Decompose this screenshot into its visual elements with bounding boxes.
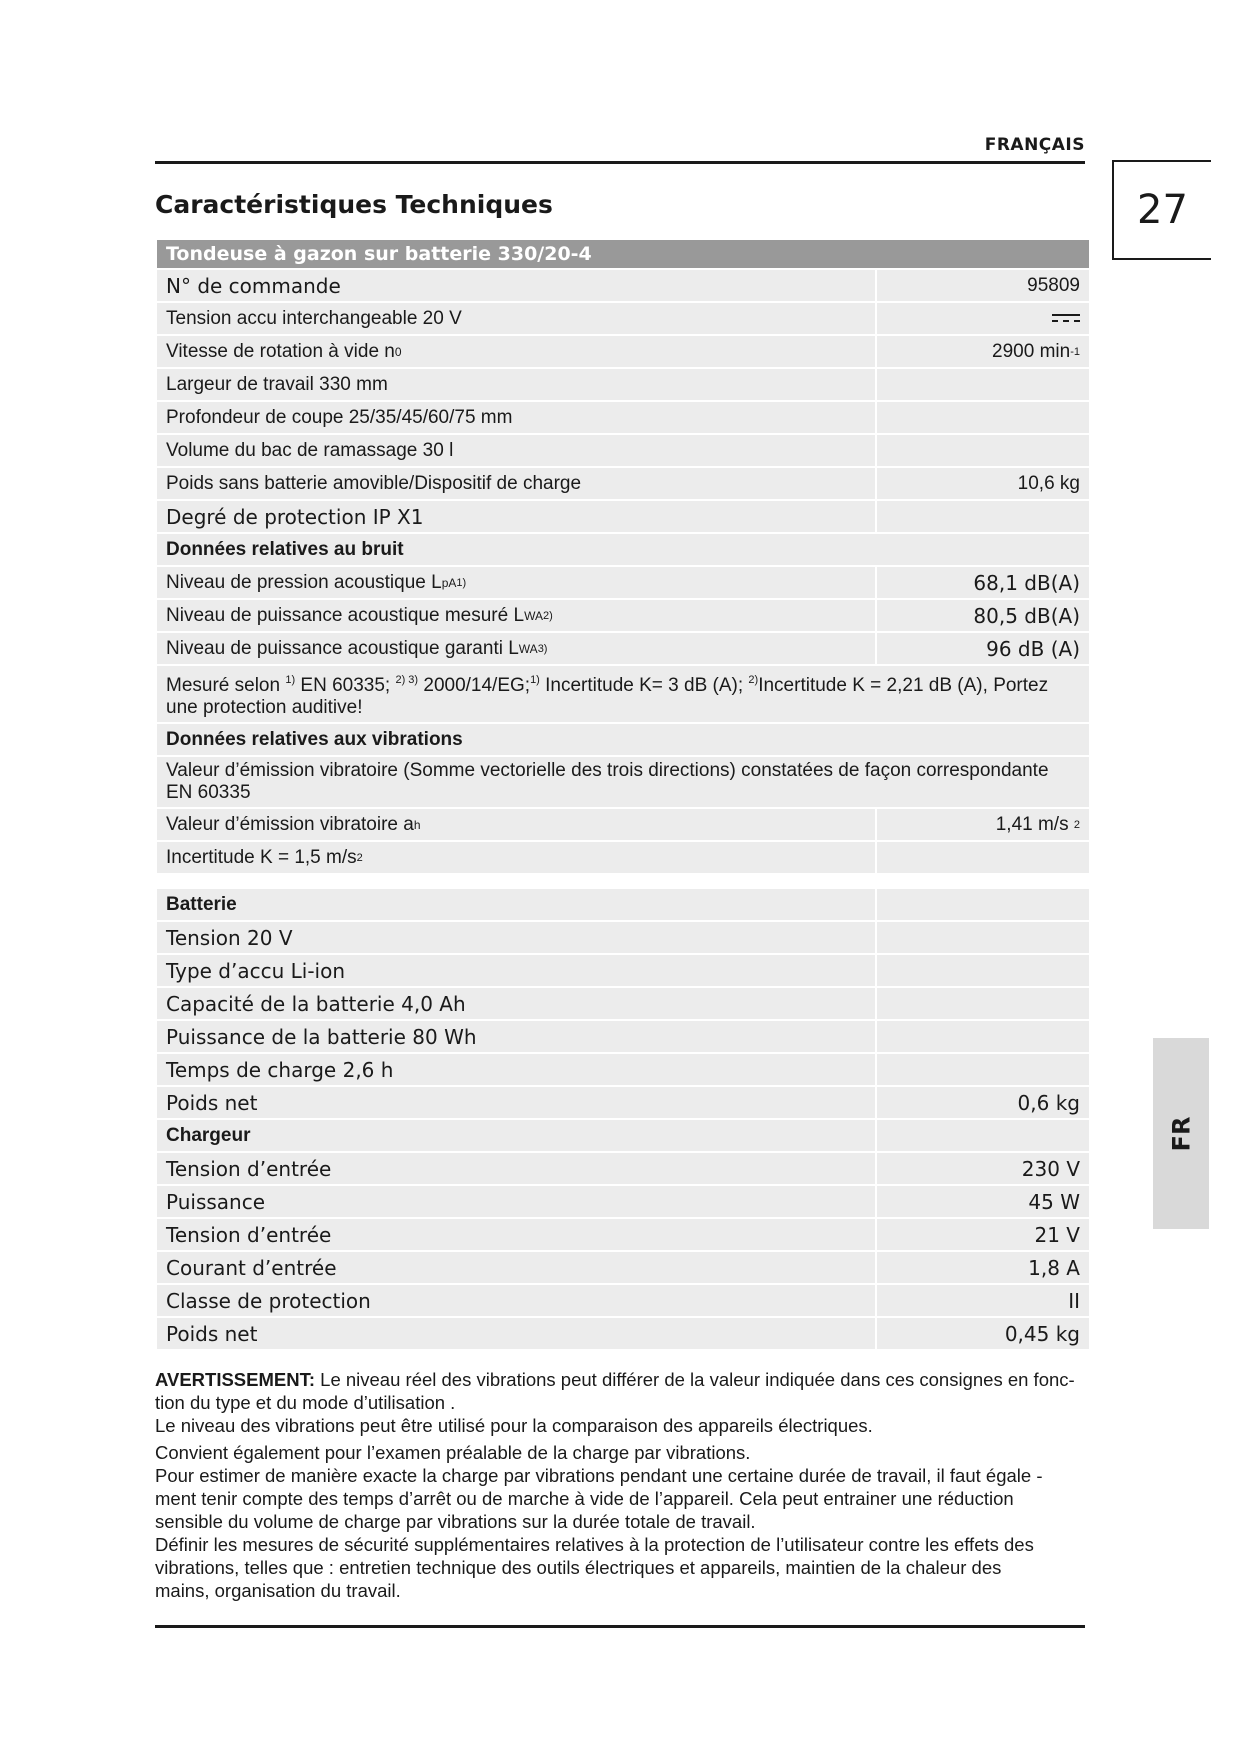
- protection-label: Degré de protection IP X1: [157, 501, 875, 532]
- charger-output-voltage-label: Tension d’entrée: [157, 1219, 875, 1250]
- note-sup: 2) 3): [395, 674, 419, 686]
- speed-label: Vitesse de rotation à vide n: [166, 340, 395, 362]
- table-row: [157, 402, 1089, 433]
- section-title: Caractéristiques Techniques: [155, 190, 553, 219]
- charger-power-label: Puissance: [157, 1186, 875, 1217]
- vibration-desc: Valeur d’émission vibratoire (Somme vectorielle des trois directions) constatées de façon correspondante EN 60335: [157, 757, 1089, 807]
- table-row: [157, 1186, 1089, 1217]
- warning-line: mains, organisation du travail.: [155, 1580, 401, 1601]
- speed-sup: -1: [1070, 345, 1080, 358]
- volume-label: Volume du bac de ramassage 30 l: [157, 435, 875, 466]
- table-row: [157, 922, 1089, 953]
- warning-line: tion du type et du mode d’utilisation .: [155, 1392, 456, 1413]
- battery-net-weight-value: 0,6 kg: [877, 1087, 1089, 1118]
- battery-power: Puissance de la batterie 80 Wh: [157, 1021, 875, 1052]
- warning-label: AVERTISSEMENT:: [155, 1369, 316, 1390]
- table-row: [157, 501, 1089, 532]
- table-row: [157, 1021, 1089, 1052]
- table-row: [157, 336, 1089, 367]
- charger-power-value: 45 W: [877, 1186, 1089, 1217]
- power-guaranteed-label: Niveau de puissance acoustique garanti L: [166, 637, 519, 659]
- power-measured-sub: WA: [524, 608, 543, 623]
- warning-line: vibrations, telles que : entretien technique des outils électriques et appareils, maintien de la chaleur des: [155, 1557, 1002, 1578]
- warning-line: sensible du volume de charge par vibrations sur la durée totale de travail.: [155, 1511, 756, 1532]
- table-row: [157, 369, 1089, 400]
- direct-current-icon: [1052, 314, 1080, 323]
- power-guaranteed-value: 96 dB (A): [877, 633, 1089, 664]
- table-row: [157, 468, 1089, 499]
- warning-line: Le niveau des vibrations peut être utilisé pour la comparaison des appareils électriques.: [155, 1415, 873, 1436]
- table-row: [157, 633, 1089, 664]
- table-row: [157, 809, 1089, 840]
- vibration-value: 1,41 m/s: [995, 813, 1069, 835]
- table-row: [157, 1318, 1089, 1349]
- table-row: [157, 1219, 1089, 1250]
- warning-notes: [155, 1368, 1085, 1602]
- table-row: [157, 600, 1089, 631]
- charger-input-voltage-value: 230 V: [877, 1153, 1089, 1184]
- table-row: [157, 988, 1089, 1019]
- warning-line: Pour estimer de manière exacte la charge par vibrations pendant une certaine durée de travail, il faut égale -: [155, 1465, 1043, 1486]
- noise-title: Données relatives au bruit: [157, 534, 1089, 565]
- order-label: N° de commande: [157, 270, 875, 301]
- table-row: [157, 270, 1089, 301]
- side-tab-label: FR: [1167, 1116, 1195, 1151]
- depth-label: Profondeur de coupe 25/35/45/60/75 mm: [157, 402, 875, 433]
- note-sup: 2): [748, 674, 759, 686]
- speed-value: 2900 min: [992, 340, 1071, 362]
- note-sup: 1): [530, 674, 540, 686]
- charger-input-current-label: Courant d’entrée: [157, 1252, 875, 1283]
- charger-output-voltage-value: 21 V: [877, 1219, 1089, 1250]
- power-measured-value: 80,5 dB(A): [877, 600, 1089, 631]
- weight-value: 10,6 kg: [877, 468, 1089, 499]
- speed-sub: 0: [394, 344, 402, 359]
- table-row: [157, 1153, 1089, 1184]
- table-row: [157, 435, 1089, 466]
- charger-net-weight-label: Poids net: [157, 1318, 875, 1349]
- battery-title: Batterie: [157, 889, 875, 920]
- battery-charge-time: Temps de charge 2,6 h: [157, 1054, 875, 1085]
- table-row: [157, 1087, 1089, 1118]
- pressure-sub: pA: [441, 575, 457, 590]
- table-row: [157, 1054, 1089, 1085]
- battery-capacity: Capacité de la batterie 4,0 Ah: [157, 988, 875, 1019]
- charger-net-weight-value: 0,45 kg: [877, 1318, 1089, 1349]
- table-row: [157, 534, 1089, 565]
- table-row: [157, 955, 1089, 986]
- battery-type: Type d’accu Li-ion: [157, 955, 875, 986]
- pressure-sup: 1): [456, 576, 467, 589]
- charger-input-current-value: 1,8 A: [877, 1252, 1089, 1283]
- table-row: [157, 724, 1089, 755]
- spec-table: [157, 240, 1089, 1349]
- noise-note: [157, 666, 1089, 722]
- language-side-tab: [1153, 1038, 1209, 1229]
- vibration-value-sub: h: [413, 817, 421, 832]
- note-sup: 1): [285, 674, 296, 686]
- warning-line: ment tenir compte des temps d’arrêt ou de marche à vide de l’appareil. Cela peut entrainer une réduction: [155, 1488, 1014, 1509]
- table-row: [157, 1285, 1089, 1316]
- table-row: [157, 303, 1089, 334]
- note-text: Incertitude K = 2,21 dB (A), Portez une protection auditive!: [166, 675, 1049, 718]
- pressure-label: Niveau de pression acoustique L: [166, 571, 442, 593]
- power-measured-label: Niveau de puissance acoustique mesuré L: [166, 604, 525, 626]
- uncertainty-sup: 2: [356, 851, 363, 864]
- note-text: Incertitude K= 3 dB (A);: [539, 675, 749, 696]
- power-measured-sup: 2): [542, 609, 553, 622]
- vibration-value-label: Valeur d’émission vibratoire a: [166, 813, 414, 835]
- bottom-rule: [155, 1625, 1085, 1628]
- table-row: [157, 1120, 1089, 1151]
- warning-line: Convient également pour l’examen préalable de la charge par vibrations.: [155, 1442, 751, 1463]
- note-text: 2000/14/EG;: [418, 675, 531, 696]
- warning-paragraph: [155, 1368, 1085, 1391]
- table-row: [157, 889, 1089, 920]
- voltage-label: Tension accu interchangeable 20 V: [157, 303, 875, 334]
- top-rule: [155, 161, 1085, 164]
- table-row: [157, 757, 1089, 807]
- warning-text: Le niveau réel des vibrations peut différer de la valeur indiquée dans ces consignes en fonc-: [315, 1369, 1075, 1390]
- page-number: 27: [1112, 160, 1211, 260]
- charger-class-label: Classe de protection: [157, 1285, 875, 1316]
- product-name: Tondeuse à gazon sur batterie 330/20-4: [157, 240, 1089, 268]
- note-text: EN 60335;: [295, 675, 396, 696]
- battery-net-weight-label: Poids net: [157, 1087, 875, 1118]
- width-label: Largeur de travail 330 mm: [157, 369, 875, 400]
- table-row: [157, 567, 1089, 598]
- battery-voltage: Tension 20 V: [157, 922, 875, 953]
- vibration-title: Données relatives aux vibrations: [157, 724, 1089, 755]
- uncertainty-label: Incertitude K = 1,5 m/s: [166, 846, 357, 868]
- power-guaranteed-sub: WA: [518, 641, 538, 656]
- charger-class-value: II: [877, 1285, 1089, 1316]
- charger-title: Chargeur: [157, 1120, 875, 1151]
- order-value: 95809: [877, 270, 1089, 301]
- language-header: FRANÇAIS: [984, 135, 1085, 155]
- table-row: [157, 1252, 1089, 1283]
- table-row: [157, 666, 1089, 722]
- note-text: Mesuré selon: [166, 675, 286, 696]
- power-guaranteed-sup: 3): [537, 642, 548, 655]
- weight-label: Poids sans batterie amovible/Dispositif de charge: [157, 468, 875, 499]
- charger-input-voltage-label: Tension d’entrée: [157, 1153, 875, 1184]
- table-row: [157, 842, 1089, 873]
- pressure-value: 68,1 dB(A): [877, 567, 1089, 598]
- warning-line: Définir les mesures de sécurité supplémentaires relatives à la protection de l’utilisateur contre les effets des: [155, 1534, 1034, 1555]
- vibration-value-sup: 2: [1073, 818, 1080, 831]
